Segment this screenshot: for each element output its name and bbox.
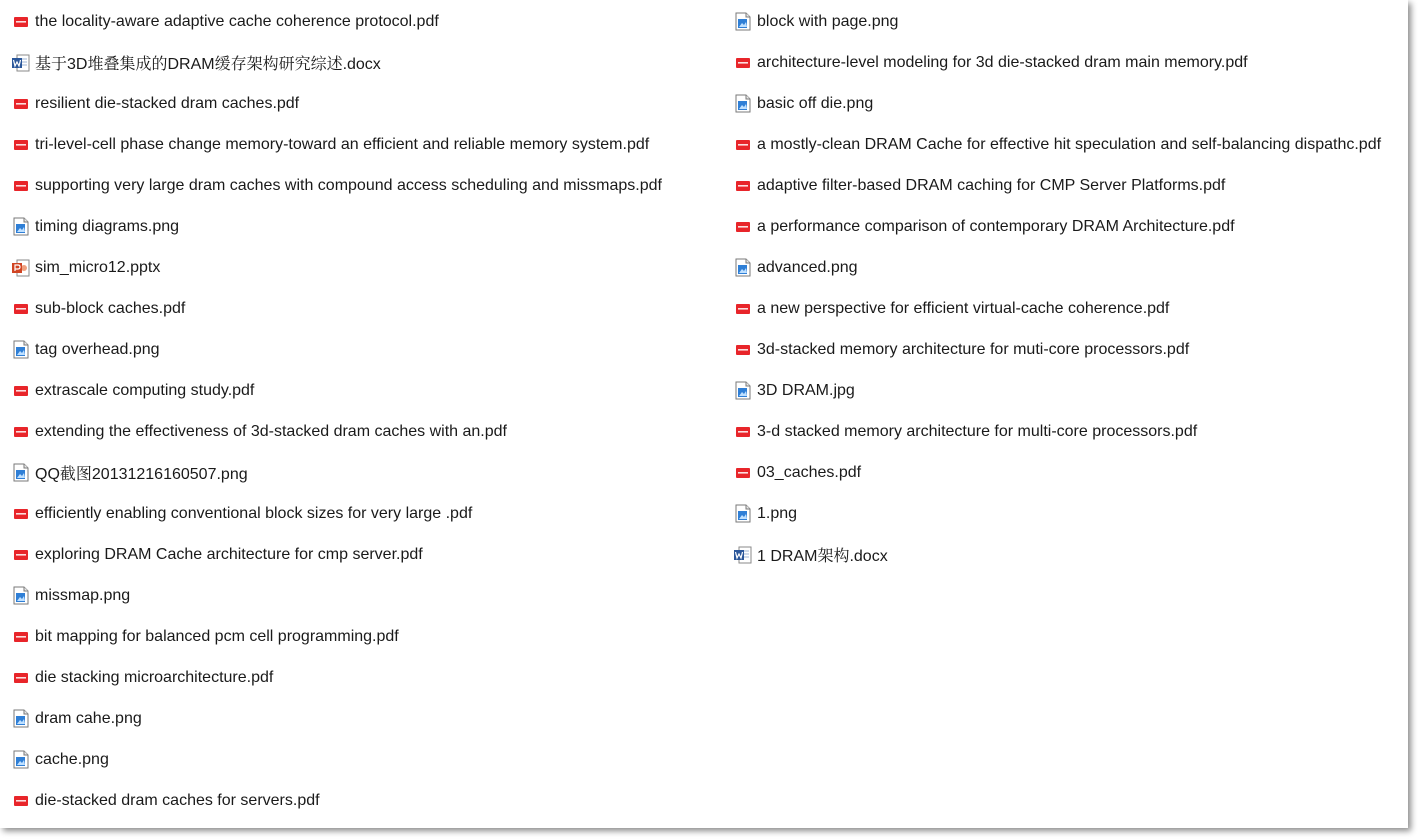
file-item[interactable]	[12, 739, 722, 780]
file-name: basic off die.png	[757, 94, 874, 112]
file-item[interactable]	[12, 780, 722, 821]
file-item[interactable]	[12, 575, 722, 616]
file-item[interactable]	[734, 534, 1406, 575]
pdf-icon	[12, 504, 30, 524]
file-name: the locality-aware adaptive cache coherence protocol.pdf	[35, 12, 439, 30]
file-item[interactable]	[734, 370, 1406, 411]
pdf-icon	[12, 545, 30, 565]
file-name: extending the effectiveness of 3d-stacked dram caches with an.pdf	[35, 422, 507, 440]
file-name: a mostly-clean DRAM Cache for effective hit speculation and self-balancing dispathc.pdf	[757, 135, 1382, 153]
file-name: block with page.png	[757, 12, 899, 30]
file-item[interactable]	[734, 329, 1406, 370]
image-file-icon	[734, 94, 752, 114]
file-name: cache.png	[35, 750, 109, 768]
file-item[interactable]	[734, 288, 1406, 329]
file-item[interactable]	[12, 247, 722, 288]
pdf-icon	[734, 422, 752, 442]
file-item[interactable]	[12, 493, 722, 534]
file-name: sub-block caches.pdf	[35, 299, 186, 317]
file-item[interactable]	[734, 124, 1406, 165]
pdf-icon	[734, 299, 752, 319]
pdf-icon	[12, 791, 30, 811]
file-name: timing diagrams.png	[35, 217, 180, 235]
pdf-icon	[734, 463, 752, 483]
image-file-icon	[734, 258, 752, 278]
file-item[interactable]	[12, 616, 722, 657]
file-item[interactable]	[12, 288, 722, 329]
image-file-icon	[12, 463, 30, 483]
file-name: exploring DRAM Cache architecture for cmp server.pdf	[35, 545, 423, 563]
file-item[interactable]	[734, 165, 1406, 206]
file-item[interactable]	[12, 657, 722, 698]
file-item[interactable]	[12, 42, 722, 83]
file-item[interactable]	[12, 370, 722, 411]
pdf-icon	[12, 135, 30, 155]
file-name: tri-level-cell phase change memory-toward an efficient and reliable memory system.pdf	[35, 135, 650, 153]
pdf-icon	[734, 217, 752, 237]
file-name: 03_caches.pdf	[757, 463, 862, 481]
file-name: bit mapping for balanced pcm cell programming.pdf	[35, 627, 399, 645]
image-file-icon	[734, 12, 752, 32]
pdf-icon	[12, 381, 30, 401]
file-name: efficiently enabling conventional block sizes for very large .pdf	[35, 504, 473, 522]
file-item[interactable]	[12, 1, 722, 42]
image-file-icon	[734, 381, 752, 401]
image-file-icon	[12, 709, 30, 729]
image-file-icon	[12, 217, 30, 237]
file-name: resilient die-stacked dram caches.pdf	[35, 94, 300, 112]
file-column-left	[12, 1, 722, 821]
file-name: advanced.png	[757, 258, 858, 276]
file-name: dram cahe.png	[35, 709, 142, 727]
file-name: missmap.png	[35, 586, 131, 604]
file-item[interactable]	[734, 452, 1406, 493]
pdf-icon	[734, 176, 752, 196]
file-name: adaptive filter-based DRAM caching for CMP Server Platforms.pdf	[757, 176, 1226, 194]
file-name: sim_micro12.pptx	[35, 258, 161, 276]
powerpoint-icon	[12, 258, 30, 278]
file-name: die-stacked dram caches for servers.pdf	[35, 791, 320, 809]
pdf-icon	[734, 340, 752, 360]
word-doc-icon	[734, 545, 752, 565]
pdf-icon	[12, 668, 30, 688]
file-name: 基于3D堆叠集成的DRAM缓存架构研究综述.docx	[35, 56, 381, 73]
pdf-icon	[12, 299, 30, 319]
file-item[interactable]	[734, 206, 1406, 247]
file-item[interactable]	[734, 411, 1406, 452]
pdf-icon	[12, 627, 30, 647]
file-name: supporting very large dram caches with compound access scheduling and missmaps.pdf	[35, 176, 662, 194]
file-item[interactable]	[12, 83, 722, 124]
file-name: 3D DRAM.jpg	[757, 381, 855, 399]
image-file-icon	[734, 504, 752, 524]
word-doc-icon	[12, 53, 30, 73]
file-item[interactable]	[12, 124, 722, 165]
file-name: 3d-stacked memory architecture for muti-core processors.pdf	[757, 340, 1190, 358]
file-name: a performance comparison of contemporary DRAM Architecture.pdf	[757, 217, 1235, 235]
pdf-icon	[12, 422, 30, 442]
file-name: tag overhead.png	[35, 340, 160, 358]
file-item[interactable]	[734, 493, 1406, 534]
file-item[interactable]	[12, 411, 722, 452]
pdf-icon	[12, 94, 30, 114]
file-item[interactable]	[734, 42, 1406, 83]
file-item[interactable]	[12, 698, 722, 739]
file-name: extrascale computing study.pdf	[35, 381, 255, 399]
file-item[interactable]	[734, 1, 1406, 42]
file-name: 1.png	[757, 504, 798, 522]
file-name: QQ截图20131216160507.png	[35, 466, 248, 483]
image-file-icon	[12, 340, 30, 360]
file-column-right	[734, 1, 1406, 575]
file-item[interactable]	[12, 165, 722, 206]
pdf-icon	[12, 176, 30, 196]
file-item[interactable]	[12, 206, 722, 247]
file-item[interactable]	[734, 83, 1406, 124]
file-name: 3-d stacked memory architecture for multi-core processors.pdf	[757, 422, 1198, 440]
file-name: die stacking microarchitecture.pdf	[35, 668, 274, 686]
file-name: architecture-level modeling for 3d die-stacked dram main memory.pdf	[757, 53, 1248, 71]
image-file-icon	[12, 586, 30, 606]
pdf-icon	[734, 135, 752, 155]
file-item[interactable]	[12, 452, 722, 493]
file-name: a new perspective for efficient virtual-cache coherence.pdf	[757, 299, 1170, 317]
file-item[interactable]	[734, 247, 1406, 288]
file-item[interactable]	[12, 329, 722, 370]
image-file-icon	[12, 750, 30, 770]
file-name: 1 DRAM架构.docx	[757, 548, 888, 565]
pdf-icon	[734, 53, 752, 73]
file-item[interactable]	[12, 534, 722, 575]
pdf-icon	[12, 12, 30, 32]
